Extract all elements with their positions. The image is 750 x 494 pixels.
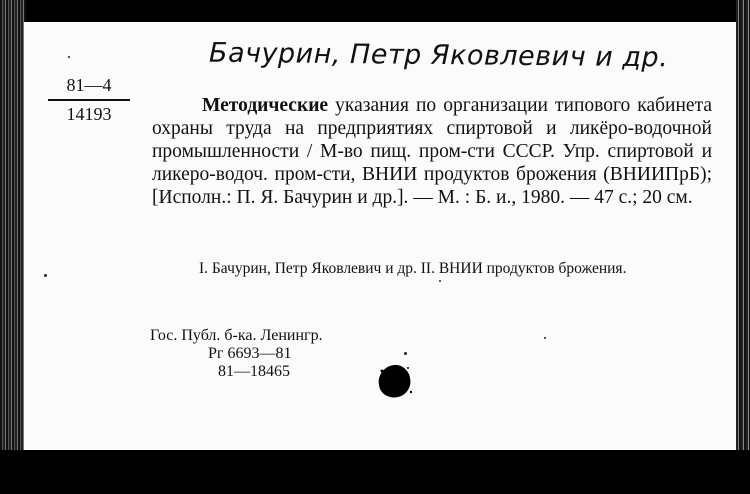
scan-bottom-band xyxy=(0,450,750,494)
speck xyxy=(68,56,70,58)
entry-title-lead: Методические xyxy=(202,95,329,116)
entry-body: указания по организации типового кабинета охраны труда на предприятиях спиртовой и ликёро-водочной промышленности / М-во пищ. пром-сти СССР. Упр. спиртовой и ликеро-водоч. пром-сти, ВНИИ продуктов брожения (ВНИИПрБ); [Исполн.: П. Я. Бачурин и др.]. — М. : Б. и., 1980. — 47 с.; 20 см. xyxy=(152,95,712,208)
handwritten-author-heading: Бачурин, Петр Яковлевич и др. xyxy=(208,37,669,74)
scan-edge-left xyxy=(0,0,26,494)
library-stamp xyxy=(150,327,323,381)
shelfmark xyxy=(48,74,130,125)
library-stamp-line3: 81—18465 xyxy=(218,363,290,380)
tracings xyxy=(152,258,712,279)
library-stamp-line1: Гос. Публ. б-ка. Ленингр. xyxy=(150,327,323,344)
ink-blot xyxy=(374,362,414,400)
speck xyxy=(404,352,407,355)
tracings-text: I. Бачурин, Петр Яковлевич и др. II. ВНИИ продуктов брожения. xyxy=(199,260,627,277)
shelfmark-top: 81—4 xyxy=(66,75,112,95)
speck xyxy=(439,280,441,282)
library-stamp-line2: Рг 6693—81 xyxy=(208,345,292,362)
catalog-card xyxy=(24,22,736,450)
shelfmark-divider xyxy=(48,99,130,101)
speck xyxy=(544,337,546,339)
speck xyxy=(44,274,47,277)
bibliographic-entry xyxy=(152,94,712,209)
shelfmark-bottom: 14193 xyxy=(66,104,112,124)
scan-edge-right xyxy=(736,0,750,460)
